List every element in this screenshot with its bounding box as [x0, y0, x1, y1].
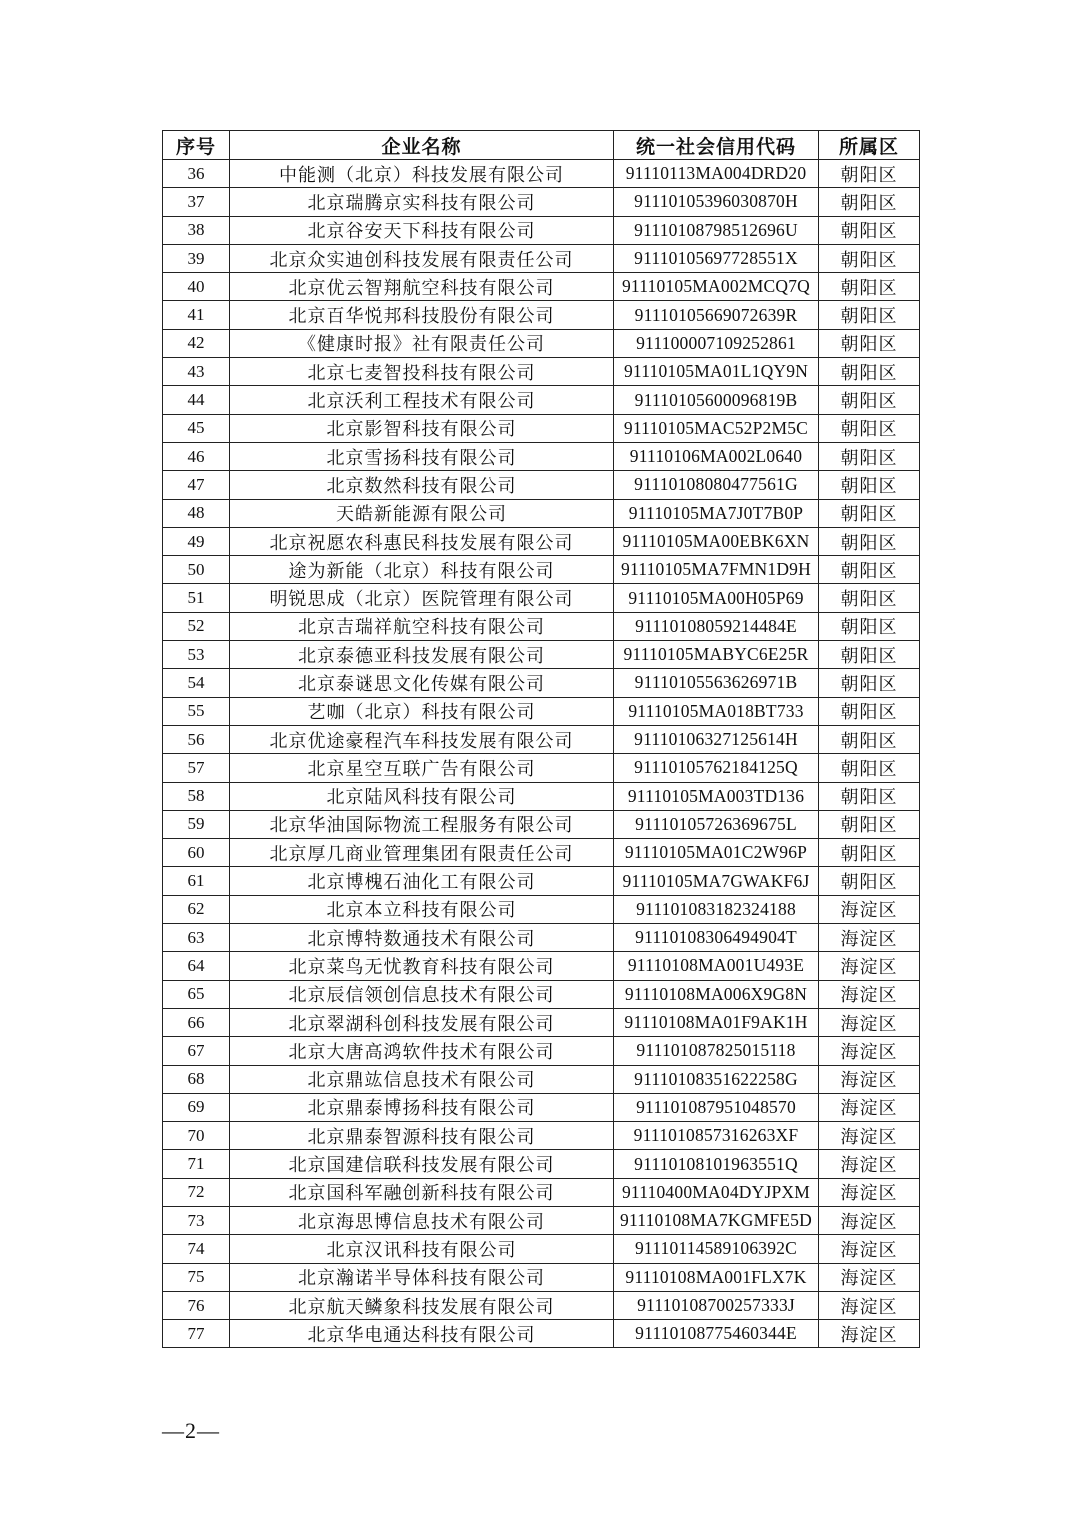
seq-cell: 59: [163, 810, 230, 838]
district-cell: 朝阳区: [819, 669, 920, 697]
seq-cell: 43: [163, 358, 230, 386]
district-cell: 海淀区: [819, 1037, 920, 1065]
company-name-cell: 北京泰谜思文化传媒有限公司: [230, 669, 614, 697]
credit-code-cell: 91110108798512696U: [614, 216, 819, 244]
district-cell: 朝阳区: [819, 697, 920, 725]
header-row: [163, 131, 920, 160]
seq-cell: 40: [163, 273, 230, 301]
seq-cell: 74: [163, 1235, 230, 1263]
credit-code-cell: 91110108080477561G: [614, 471, 819, 499]
company-name-cell: 北京航天鳞象科技发展有限公司: [230, 1291, 614, 1319]
district-cell: 朝阳区: [819, 273, 920, 301]
credit-code-cell: 91110108059214484E: [614, 612, 819, 640]
table-row: [163, 1178, 920, 1206]
header-district: 所属区: [819, 131, 920, 160]
seq-cell: 70: [163, 1122, 230, 1150]
seq-cell: 62: [163, 895, 230, 923]
district-cell: 朝阳区: [819, 216, 920, 244]
credit-code-cell: 91110105600096819B: [614, 386, 819, 414]
seq-cell: 64: [163, 952, 230, 980]
table-row: [163, 1263, 920, 1291]
seq-cell: 37: [163, 188, 230, 216]
company-name-cell: 北京百华悦邦科技股份有限公司: [230, 301, 614, 329]
seq-cell: 55: [163, 697, 230, 725]
company-name-cell: 北京本立科技有限公司: [230, 895, 614, 923]
table-row: [163, 1065, 920, 1093]
table-row: [163, 1320, 920, 1348]
table-row: [163, 612, 920, 640]
company-name-cell: 艺咖（北京）科技有限公司: [230, 697, 614, 725]
district-cell: 海淀区: [819, 1150, 920, 1178]
company-name-cell: 北京华油国际物流工程服务有限公司: [230, 810, 614, 838]
table-row: [163, 1037, 920, 1065]
credit-code-cell: 91110108101963551Q: [614, 1150, 819, 1178]
credit-code-cell: 9111010857316263XF: [614, 1122, 819, 1150]
credit-code-cell: 91110105MA003TD136: [614, 782, 819, 810]
district-cell: 海淀区: [819, 1093, 920, 1121]
company-name-cell: 北京祝愿农科惠民科技发展有限公司: [230, 527, 614, 555]
table-row: [163, 952, 920, 980]
district-cell: 朝阳区: [819, 810, 920, 838]
table-row: [163, 810, 920, 838]
company-name-cell: 北京鼎竑信息技术有限公司: [230, 1065, 614, 1093]
district-cell: 朝阳区: [819, 414, 920, 442]
seq-cell: 63: [163, 924, 230, 952]
credit-code-cell: 91110108MA001U493E: [614, 952, 819, 980]
table-row: [163, 669, 920, 697]
table-row: [163, 895, 920, 923]
seq-cell: 73: [163, 1206, 230, 1234]
credit-code-cell: 91110105MA7GWAKF6J: [614, 867, 819, 895]
table-row: [163, 754, 920, 782]
company-name-cell: 北京鼎泰智源科技有限公司: [230, 1122, 614, 1150]
table-row: [163, 216, 920, 244]
seq-cell: 36: [163, 160, 230, 188]
district-cell: 朝阳区: [819, 556, 920, 584]
table-row: [163, 839, 920, 867]
table-row: [163, 301, 920, 329]
credit-code-cell: 91110105MA01C2W96P: [614, 839, 819, 867]
company-name-cell: 北京吉瑞祥航空科技有限公司: [230, 612, 614, 640]
company-name-cell: 北京海思博信息技术有限公司: [230, 1206, 614, 1234]
credit-code-cell: 91110105MA00H05P69: [614, 584, 819, 612]
table-row: [163, 980, 920, 1008]
table-row: [163, 1008, 920, 1036]
district-cell: 朝阳区: [819, 754, 920, 782]
seq-cell: 49: [163, 527, 230, 555]
district-cell: 朝阳区: [819, 725, 920, 753]
district-cell: 朝阳区: [819, 527, 920, 555]
table-row: [163, 442, 920, 470]
district-cell: 海淀区: [819, 1206, 920, 1234]
header-name: 企业名称: [230, 131, 614, 160]
company-name-cell: 北京华电通达科技有限公司: [230, 1320, 614, 1348]
district-cell: 朝阳区: [819, 584, 920, 612]
district-cell: 朝阳区: [819, 244, 920, 272]
seq-cell: 71: [163, 1150, 230, 1178]
district-cell: 朝阳区: [819, 612, 920, 640]
company-name-cell: 北京谷安天下科技有限公司: [230, 216, 614, 244]
table-row: [163, 867, 920, 895]
credit-code-cell: 91110108MA001FLX7K: [614, 1263, 819, 1291]
seq-cell: 69: [163, 1093, 230, 1121]
company-name-cell: 北京七麦智投科技有限公司: [230, 358, 614, 386]
table-row: [163, 499, 920, 527]
company-name-cell: 北京厚几商业管理集团有限责任公司: [230, 839, 614, 867]
company-name-cell: 北京数然科技有限公司: [230, 471, 614, 499]
seq-cell: 42: [163, 329, 230, 357]
company-name-cell: 北京沃利工程技术有限公司: [230, 386, 614, 414]
table-row: [163, 697, 920, 725]
district-cell: 海淀区: [819, 1008, 920, 1036]
district-cell: 朝阳区: [819, 358, 920, 386]
company-name-cell: 北京星空互联广告有限公司: [230, 754, 614, 782]
credit-code-cell: 91110114589106392C: [614, 1235, 819, 1263]
district-cell: 朝阳区: [819, 499, 920, 527]
district-cell: 朝阳区: [819, 301, 920, 329]
credit-code-cell: 91110108306494904T: [614, 924, 819, 952]
table-row: [163, 1122, 920, 1150]
seq-cell: 38: [163, 216, 230, 244]
table-row: [163, 1093, 920, 1121]
company-name-cell: 中能测（北京）科技发展有限公司: [230, 160, 614, 188]
district-cell: 朝阳区: [819, 329, 920, 357]
district-cell: 海淀区: [819, 895, 920, 923]
district-cell: 海淀区: [819, 1065, 920, 1093]
company-name-cell: 北京瀚诺半导体科技有限公司: [230, 1263, 614, 1291]
district-cell: 海淀区: [819, 1263, 920, 1291]
district-cell: 朝阳区: [819, 386, 920, 414]
seq-cell: 72: [163, 1178, 230, 1206]
company-name-cell: 北京优途豪程汽车科技发展有限公司: [230, 725, 614, 753]
company-name-cell: 北京菜鸟无忧教育科技有限公司: [230, 952, 614, 980]
seq-cell: 76: [163, 1291, 230, 1319]
company-name-cell: 北京影智科技有限公司: [230, 414, 614, 442]
credit-code-cell: 91110105MABYC6E25R: [614, 641, 819, 669]
credit-code-cell: 91110105669072639R: [614, 301, 819, 329]
table-row: [163, 358, 920, 386]
seq-cell: 68: [163, 1065, 230, 1093]
company-name-cell: 北京瑞腾京实科技有限公司: [230, 188, 614, 216]
credit-code-cell: 91110105396030870H: [614, 188, 819, 216]
credit-code-cell: 91110105MA7J0T7B0P: [614, 499, 819, 527]
seq-cell: 52: [163, 612, 230, 640]
district-cell: 朝阳区: [819, 160, 920, 188]
enterprise-table-container: [162, 130, 919, 1348]
credit-code-cell: 91110105563626971B: [614, 669, 819, 697]
table-row: [163, 556, 920, 584]
company-name-cell: 北京国科军融创新科技有限公司: [230, 1178, 614, 1206]
company-name-cell: 北京博特数通技术有限公司: [230, 924, 614, 952]
district-cell: 朝阳区: [819, 782, 920, 810]
company-name-cell: 途为新能（北京）科技有限公司: [230, 556, 614, 584]
table-row: [163, 725, 920, 753]
seq-cell: 77: [163, 1320, 230, 1348]
seq-cell: 60: [163, 839, 230, 867]
page-number: —2—: [162, 1418, 220, 1443]
table-row: [163, 386, 920, 414]
credit-code-cell: 91110113MA004DRD20: [614, 160, 819, 188]
district-cell: 海淀区: [819, 980, 920, 1008]
table-row: [163, 1291, 920, 1319]
table-row: [163, 244, 920, 272]
header-code: 统一社会信用代码: [614, 131, 819, 160]
seq-cell: 75: [163, 1263, 230, 1291]
district-cell: 海淀区: [819, 1320, 920, 1348]
company-name-cell: 北京翠湖科创科技发展有限公司: [230, 1008, 614, 1036]
company-name-cell: 北京泰德亚科技发展有限公司: [230, 641, 614, 669]
district-cell: 朝阳区: [819, 867, 920, 895]
table-row: [163, 527, 920, 555]
company-name-cell: 《健康时报》社有限责任公司: [230, 329, 614, 357]
credit-code-cell: 91110106327125614H: [614, 725, 819, 753]
credit-code-cell: 91110105MA002MCQ7Q: [614, 273, 819, 301]
table-row: [163, 471, 920, 499]
company-name-cell: 天皓新能源有限公司: [230, 499, 614, 527]
seq-cell: 67: [163, 1037, 230, 1065]
table-row: [163, 1150, 920, 1178]
credit-code-cell: 91110105MA018BT733: [614, 697, 819, 725]
company-name-cell: 北京汉讯科技有限公司: [230, 1235, 614, 1263]
district-cell: 海淀区: [819, 1122, 920, 1150]
credit-code-cell: 911101087951048570: [614, 1093, 819, 1121]
table-row: [163, 414, 920, 442]
table-body: [163, 160, 920, 1348]
credit-code-cell: 911101083182324188: [614, 895, 819, 923]
seq-cell: 65: [163, 980, 230, 1008]
company-name-cell: 北京辰信领创信息技术有限公司: [230, 980, 614, 1008]
seq-cell: 44: [163, 386, 230, 414]
district-cell: 海淀区: [819, 1235, 920, 1263]
district-cell: 朝阳区: [819, 471, 920, 499]
credit-code-cell: 91110105MA00EBK6XN: [614, 527, 819, 555]
credit-code-cell: 91110105MA7FMN1D9H: [614, 556, 819, 584]
district-cell: 海淀区: [819, 924, 920, 952]
header-seq: 序号: [163, 131, 230, 160]
table-header: [163, 131, 920, 160]
table-row: [163, 641, 920, 669]
table-row: [163, 160, 920, 188]
table-row: [163, 188, 920, 216]
credit-code-cell: 91110108775460344E: [614, 1320, 819, 1348]
seq-cell: 45: [163, 414, 230, 442]
table-row: [163, 584, 920, 612]
seq-cell: 57: [163, 754, 230, 782]
company-name-cell: 北京众实迪创科技发展有限责任公司: [230, 244, 614, 272]
table-row: [163, 782, 920, 810]
table-row: [163, 329, 920, 357]
district-cell: 朝阳区: [819, 442, 920, 470]
credit-code-cell: 91110108700257333J: [614, 1291, 819, 1319]
seq-cell: 46: [163, 442, 230, 470]
seq-cell: 39: [163, 244, 230, 272]
seq-cell: 56: [163, 725, 230, 753]
seq-cell: 41: [163, 301, 230, 329]
table-row: [163, 1235, 920, 1263]
credit-code-cell: 91110400MA04DYJPXM: [614, 1178, 819, 1206]
seq-cell: 66: [163, 1008, 230, 1036]
company-name-cell: 明锐思成（北京）医院管理有限公司: [230, 584, 614, 612]
company-name-cell: 北京优云智翔航空科技有限公司: [230, 273, 614, 301]
credit-code-cell: 91110106MA002L0640: [614, 442, 819, 470]
credit-code-cell: 91110108MA01F9AK1H: [614, 1008, 819, 1036]
credit-code-cell: 91110105762184125Q: [614, 754, 819, 782]
company-name-cell: 北京雪扬科技有限公司: [230, 442, 614, 470]
table-row: [163, 924, 920, 952]
district-cell: 海淀区: [819, 1291, 920, 1319]
seq-cell: 48: [163, 499, 230, 527]
seq-cell: 53: [163, 641, 230, 669]
credit-code-cell: 91110105MAC52P2M5C: [614, 414, 819, 442]
credit-code-cell: 91110108MA006X9G8N: [614, 980, 819, 1008]
table-row: [163, 273, 920, 301]
credit-code-cell: 91110108351622258G: [614, 1065, 819, 1093]
enterprise-table: [162, 130, 920, 1348]
company-name-cell: 北京陆风科技有限公司: [230, 782, 614, 810]
credit-code-cell: 91110105MA01L1QY9N: [614, 358, 819, 386]
credit-code-cell: 91110105697728551X: [614, 244, 819, 272]
seq-cell: 50: [163, 556, 230, 584]
district-cell: 海淀区: [819, 1178, 920, 1206]
table-row: [163, 1206, 920, 1234]
credit-code-cell: 911101087825015118: [614, 1037, 819, 1065]
credit-code-cell: 91110108MA7KGMFE5D: [614, 1206, 819, 1234]
credit-code-cell: 911100007109252861: [614, 329, 819, 357]
district-cell: 朝阳区: [819, 839, 920, 867]
district-cell: 朝阳区: [819, 641, 920, 669]
company-name-cell: 北京国建信联科技发展有限公司: [230, 1150, 614, 1178]
seq-cell: 61: [163, 867, 230, 895]
district-cell: 海淀区: [819, 952, 920, 980]
company-name-cell: 北京大唐高鸿软件技术有限公司: [230, 1037, 614, 1065]
company-name-cell: 北京博槐石油化工有限公司: [230, 867, 614, 895]
district-cell: 朝阳区: [819, 188, 920, 216]
credit-code-cell: 91110105726369675L: [614, 810, 819, 838]
seq-cell: 58: [163, 782, 230, 810]
seq-cell: 54: [163, 669, 230, 697]
seq-cell: 51: [163, 584, 230, 612]
seq-cell: 47: [163, 471, 230, 499]
company-name-cell: 北京鼎泰博扬科技有限公司: [230, 1093, 614, 1121]
